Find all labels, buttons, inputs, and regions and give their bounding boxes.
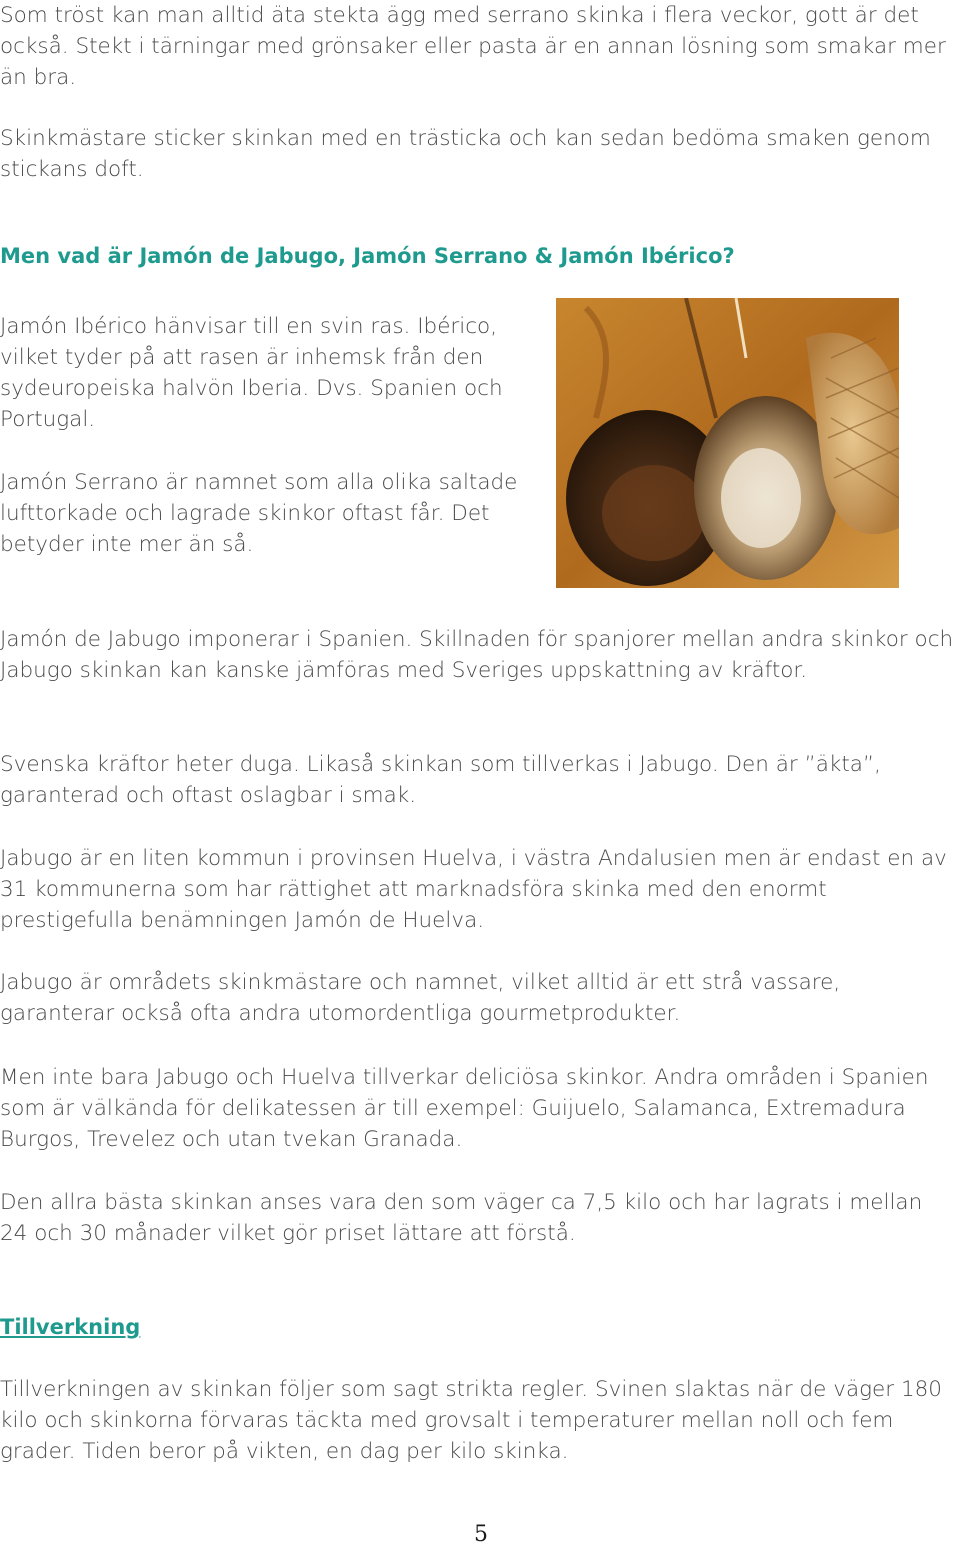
hanging-hams-photo [556, 298, 899, 588]
paragraph-serrano-tips: Som tröst kan man alltid äta stekta ägg med serrano skinka i flera veckor, gott är det också. Stekt i tärningar med grönsaker eller pasta är en annan lösning som smakar mer än bra. [0, 3, 946, 90]
paragraph-basta-skinkan: Den allra bästa skinkan anses vara den som väger ca 7,5 kilo och har lagrats i mellan 24 och 30 månader vilket gör priset lättare att förstå. [0, 1190, 923, 1246]
section-heading-jamon-types: Men vad är Jamón de Jabugo, Jamón Serrano & Jamón Ibérico? [0, 244, 735, 268]
paragraph-skinkmastare-omrade: Jabugo är områdets skinkmästare och namnet, vilket alltid är ett strå vassare, garanterar också ofta andra utomordentliga gourmetprodukter. [0, 970, 841, 1026]
paragraph-andra-omraden: Men inte bara Jabugo och Huelva tillverkar deliciösa skinkor. Andra områden i Spanien som är välkända för delikatessen är till exempel: Guijuelo, Salamanca, Extremadura Burgos, Trevelez och utan tvekan Granada. [0, 1065, 929, 1152]
page-number: 5 [474, 1522, 488, 1547]
paragraph-jabugo-kommun: Jabugo är en liten kommun i provinsen Huelva, i västra Andalusien men är endast en av 31 kommunerna som har rättighet att marknadsföra skinka med den enormt prestigefulla benämningen Jamón de Huelva. [0, 846, 947, 933]
paragraph-serrano: Jamón Serrano är namnet som alla olika saltade lufttorkade och lagrade skinkor oftast får. Det betyder inte mer än så. [0, 470, 518, 557]
paragraph-skinkmastare: Skinkmästare sticker skinkan med en trästicka och kan sedan bedöma smaken genom stickans doft. [0, 126, 931, 182]
paragraph-tillverkning: Tillverkningen av skinkan följer som sagt strikta regler. Svinen slaktas när de väger 180 kilo och skinkorna förvaras täckta med grovsalt i temperaturer mellan noll och fem grader. Tiden beror på vikten, en dag per kilo skinka. [0, 1377, 942, 1464]
paragraph-svenska-kraftor: Svenska kräftor heter duga. Likaså skinkan som tillverkas i Jabugo. Den är ”äkta”, garanterad och oftast oslagbar i smak. [0, 752, 881, 808]
section-heading-tillverkning: Tillverkning [0, 1315, 141, 1339]
paragraph-jabugo-imponerar: Jamón de Jabugo imponerar i Spanien. Skillnaden för spanjorer mellan andra skinkor och Jabugo skinkan kan kanske jämföras med Sveriges uppskattning av kräftor. [0, 627, 954, 683]
paragraph-iberico: Jamón Ibérico hänvisar till en svin ras. Ibérico, vilket tyder på att rasen är inhemsk från den sydeuropeiska halvön Iberia. Dvs. Spanien och Portugal. [0, 314, 503, 432]
